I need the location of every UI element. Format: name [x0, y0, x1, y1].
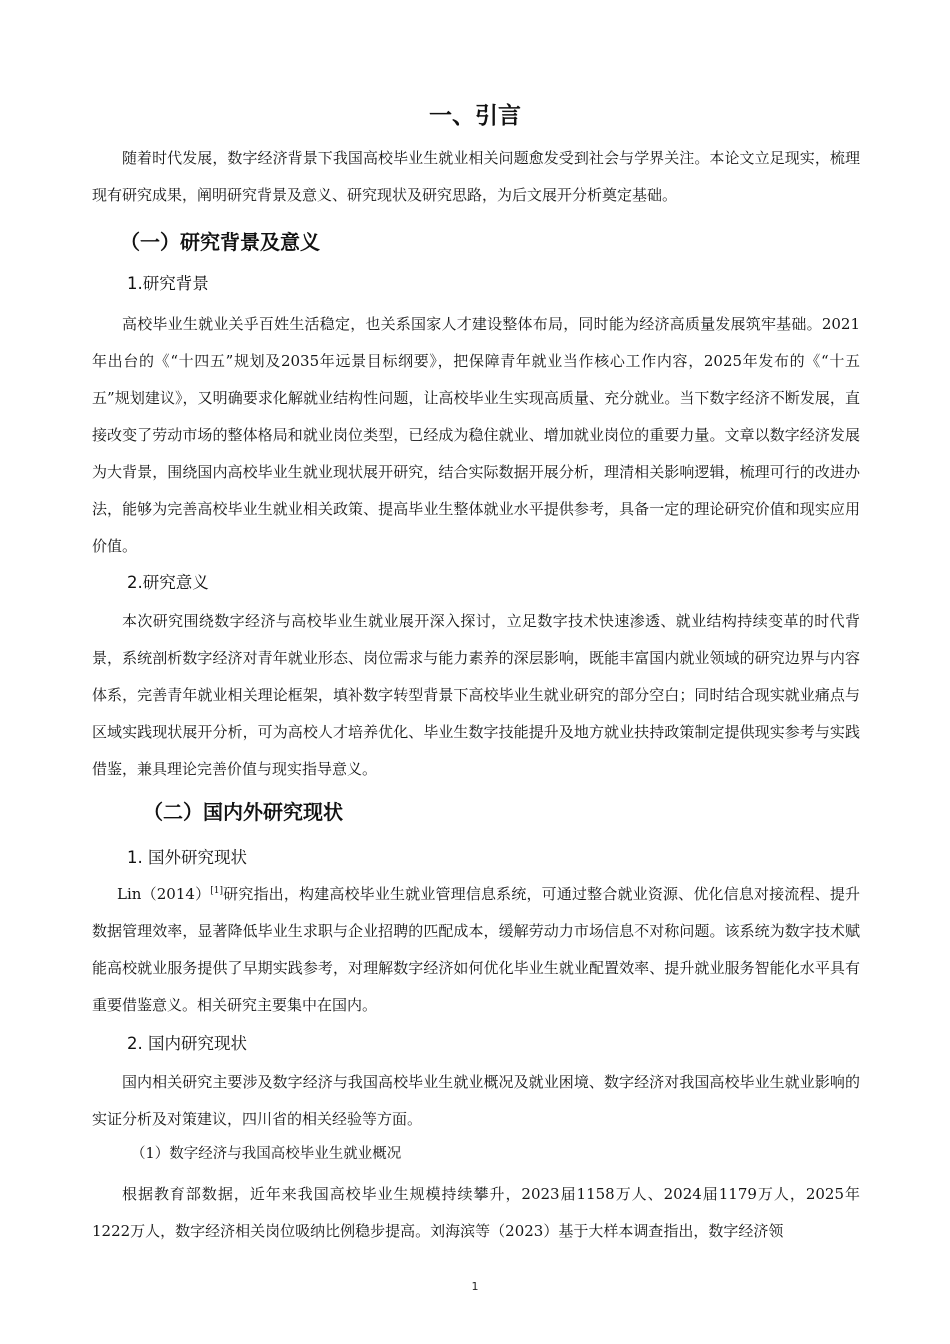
- subsection-heading-foreign: 1. 国外研究现状: [127, 848, 247, 867]
- significance-paragraph: 本次研究围绕数字经济与高校毕业生就业展开深入探讨，立足数字技术快速渗透、就业结构持续变革的时代背景，系统剖析数字经济对青年就业形态、岗位需求与能力素养的深层影响，既能丰富国内就业领域的研究边界与内容体系，完善青年就业相关理论框架，填补数字转型背景下高校毕业生就业研究的部分空白；同时结合现实就业痛点与区域实践现状展开分析，可为高校人才培养优化、毕业生数字技能提升及地方就业扶持政策制定提供现实参考与实践借鉴，兼具理论完善价值与现实指导意义。: [92, 612, 860, 778]
- chapter-title: 一、引言: [429, 103, 521, 129]
- item-heading-overview: （1）数字经济与我国高校毕业生就业概况: [131, 1146, 402, 1162]
- page-number: 1: [471, 1280, 479, 1293]
- subsection-heading-significance: 2.研究意义: [127, 573, 209, 592]
- section-heading-research-status: （二）国内外研究现状: [143, 800, 343, 824]
- reference-marker: [1]: [210, 886, 224, 896]
- author-citation: Lin（2014）: [117, 885, 211, 903]
- subsection-heading-domestic: 2. 国内研究现状: [127, 1034, 247, 1053]
- background-paragraph: 高校毕业生就业关乎百姓生活稳定，也关系国家人才建设整体布局，同时能为经济高质量发展筑牢基础。2021年出台的《“十四五”规划及2035年远景目标纲要》，把保障青年就业当作核心工作内容，2025年发布的《“十五五”规划建议》，又明确要求化解就业结构性问题，让高校毕业生实现高质量、充分就业。当下数字经济不断发展，直接改变了劳动市场的整体格局和就业岗位类型，已经成为稳住就业、增加就业岗位的重要力量。文章以数字经济发展为大背景，围绕国内高校毕业生就业现状展开研究，结合实际数据开展分析，理清相关影响逻辑，梳理可行的改进办法，能够为完善高校毕业生就业相关政策、提高毕业生整体就业水平提供参考，具备一定的理论研究价值和现实应用价值。: [92, 315, 860, 555]
- section-heading-background: （一）研究背景及意义: [120, 230, 320, 254]
- foreign-research-text: 研究指出，构建高校毕业生就业管理信息系统，可通过整合就业资源、优化信息对接流程、提升数据管理效率，显著降低毕业生求职与企业招聘的匹配成本，缓解劳动力市场信息不对称问题。该系统为数字技术赋能高校就业服务提供了早期实践参考，对理解数字经济如何优化毕业生就业配置效率、提升就业服务智能化水平具有重要借鉴意义。相关研究主要集中在国内。: [92, 885, 860, 1014]
- overview-paragraph: 根据教育部数据，近年来我国高校毕业生规模持续攀升，2023届1158万人、2024届1179万人，2025年1222万人，数字经济相关岗位吸纳比例稳步提高。刘海滨等（2023）基于大样本调查指出，数字经济领: [92, 1185, 860, 1240]
- intro-paragraph: 随着时代发展，数字经济背景下我国高校毕业生就业相关问题愈发受到社会与学界关注。本论文立足现实，梳理现有研究成果，阐明研究背景及意义、研究现状及研究思路，为后文展开分析奠定基础。: [92, 149, 860, 204]
- domestic-research-paragraph: 国内相关研究主要涉及数字经济与我国高校毕业生就业概况及就业困境、数字经济对我国高校毕业生就业影响的实证分析及对策建议，四川省的相关经验等方面。: [92, 1073, 860, 1128]
- foreign-research-paragraph: [92, 876, 860, 1024]
- subsection-heading-background: 1.研究背景: [127, 274, 209, 293]
